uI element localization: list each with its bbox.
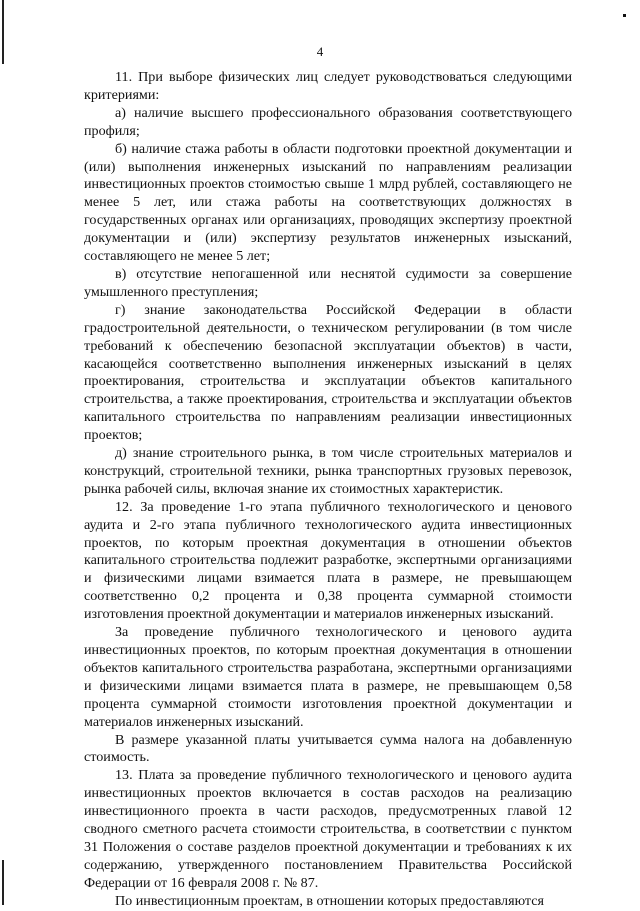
paragraph-12-second: За проведение публичного технологического и ценового аудита инвестиционных проектов, по которым проектная документация в отношении объектов капитального строительства разработана, экспертными организациями и физическими лицами взимается плата в размере, не превышающем 0,58 процента суммарной стоимости изготовления проектной документации и материалов инженерных изысканий.: [84, 624, 572, 730]
document-body: [84, 69, 572, 911]
paragraph-12-vat: В размере указанной платы учитывается сумма налога на добавленную стоимость.: [84, 731, 572, 766]
criterion-d: д) знание строительного рынка, в том числе строительных материалов и конструкций, строительной техники, рынка транспортных грузовых перевозок, рынка рабочей силы, включая знание их стоимостных характеристик.: [84, 445, 572, 497]
criterion-g: г) знание законодательства Российской Федерации в области градостроительной деятельности, о техническом регулировании (в том числе требований к обеспечению безопасной эксплуатации объектов) в части, касающейся соответственно выполнения инженерных изысканий в целях проектирования, строительства и эксплуатации объектов капитального строительства, а также проектирования, строительства и эксплуатации объектов капитального строительства по направлениям реализации инвестиционных проектов;: [84, 301, 572, 444]
scan-edge-mark-bottom: [2, 860, 4, 905]
scan-speck: [623, 14, 626, 17]
criterion-v: в) отсутствие непогашенной или неснятой судимости за совершение умышленного преступления;: [84, 265, 572, 300]
page-number: 4: [316, 44, 324, 59]
paragraph-13: 13. Плата за проведение публичного технологического и ценового аудита инвестиционных проектов включается в состав расходов на реализацию инвестиционного проекта в части расходов, предусмотренных главой 12 сводного сметного расчета стоимости строительства, в соответствии с пунктом 31 Положения о составе разделов проектной документации и требованиях к их содержанию, утвержденного постановлением Правительства Российской Федерации от 16 февраля 2008 г. № 87.: [84, 767, 572, 891]
paragraph-12: 12. За проведение 1-го этапа публичного технологического и ценового аудита и 2-го этапа публичного технологического аудита инвестиционных проектов, по которым проектная документация в отношении объектов капитального строительства подлежит разработке, экспертными организациями и физическими лицами взимается плата в размере, не превышающем соответственно 0,2 процента и 0,38 процента суммарной стоимости изготовления проектной документации и материалов инженерных изысканий.: [84, 498, 572, 623]
paragraph-13-continuation: По инвестиционным проектам, в отношении которых предоставляются: [115, 892, 544, 909]
paragraph-11-intro: 11. При выборе физических лиц следует руководствоваться следующими критериями:: [84, 69, 572, 103]
criterion-b: б) наличие стажа работы в области подготовки проектной документации и (или) выполнения инженерных изысканий по направлениям реализации инвестиционных проектов стоимостью свыше 1 млрд рублей, составляющего не менее 5 лет, или стажа работы на соответствующих должностях в государственных органах или организациях, проводящих экспертизу проектной документации и (или) экспертизу результатов инженерных изысканий, составляющего не менее 5 лет;: [84, 140, 572, 265]
criterion-a: а) наличие высшего профессионального образования соответствующего профиля;: [84, 104, 572, 139]
